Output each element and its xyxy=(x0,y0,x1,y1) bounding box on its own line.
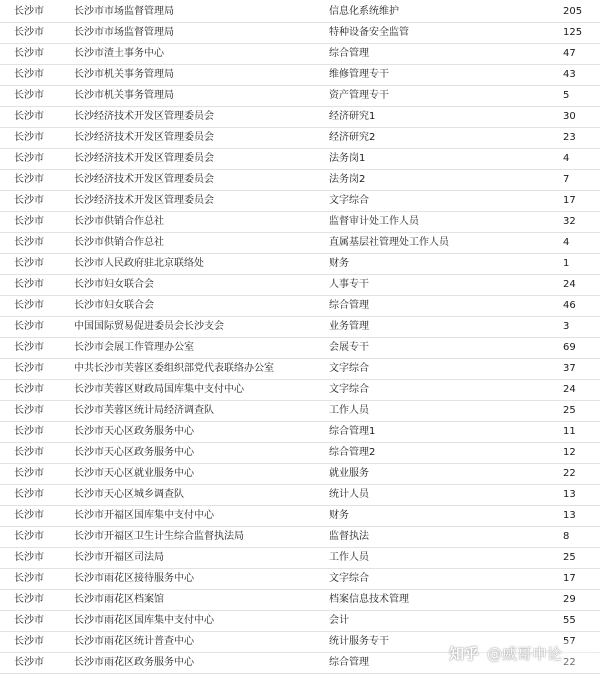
position-cell: 综合管理 xyxy=(329,657,369,668)
city-cell: 长沙市 xyxy=(14,69,44,80)
organization-cell: 长沙经济技术开发区管理委员会 xyxy=(74,132,214,143)
position-cell: 资产管理专干 xyxy=(329,90,389,101)
position-cell: 文字综合 xyxy=(329,195,369,206)
organization-cell: 中共长沙市芙蓉区委组织部党代表联络办公室 xyxy=(74,363,274,374)
organization-cell: 长沙市雨花区政务服务中心 xyxy=(74,657,194,668)
organization-cell: 长沙市雨花区国库集中支付中心 xyxy=(74,615,214,626)
count-cell: 69 xyxy=(563,342,576,353)
city-cell: 长沙市 xyxy=(14,384,44,395)
organization-cell: 中国国际贸易促进委员会长沙支会 xyxy=(74,321,224,332)
count-cell: 29 xyxy=(563,594,576,605)
city-cell: 长沙市 xyxy=(14,111,44,122)
table-row xyxy=(0,44,600,65)
table-row xyxy=(0,128,600,149)
position-cell: 会计 xyxy=(329,615,349,626)
count-cell: 125 xyxy=(563,27,583,38)
organization-cell: 长沙市市场监督管理局 xyxy=(74,27,174,38)
position-cell: 特种设备安全监管 xyxy=(329,27,409,38)
organization-cell: 长沙经济技术开发区管理委员会 xyxy=(74,111,214,122)
table-row xyxy=(0,317,600,338)
organization-cell: 长沙市雨花区档案馆 xyxy=(74,594,164,605)
table-row xyxy=(0,254,600,275)
organization-cell: 长沙市供销合作总社 xyxy=(74,216,164,227)
city-cell: 长沙市 xyxy=(14,468,44,479)
position-cell: 人事专干 xyxy=(329,279,369,290)
count-cell: 3 xyxy=(563,321,570,332)
count-cell: 205 xyxy=(563,6,583,17)
count-cell: 23 xyxy=(563,132,576,143)
count-cell: 43 xyxy=(563,69,576,80)
table-row xyxy=(0,191,600,212)
count-cell: 4 xyxy=(563,153,570,164)
position-cell: 统计服务专干 xyxy=(329,636,389,647)
count-cell: 37 xyxy=(563,363,576,374)
count-cell: 32 xyxy=(563,216,576,227)
position-cell: 综合管理 xyxy=(329,48,369,59)
organization-cell: 长沙市机关事务管理局 xyxy=(74,90,174,101)
organization-cell: 长沙市开福区司法局 xyxy=(74,552,164,563)
position-cell: 经济研究1 xyxy=(329,111,376,122)
city-cell: 长沙市 xyxy=(14,363,44,374)
count-cell: 5 xyxy=(563,90,570,101)
organization-cell: 长沙市人民政府驻北京联络处 xyxy=(74,258,204,269)
position-cell: 就业服务 xyxy=(329,468,369,479)
position-cell: 工作人员 xyxy=(329,552,369,563)
table-row xyxy=(0,275,600,296)
author-handle: @威哥申论 xyxy=(487,644,563,663)
organization-cell: 长沙市芙蓉区财政局国库集中支付中心 xyxy=(74,384,244,395)
table-row xyxy=(0,464,600,485)
organization-cell: 长沙市渣土事务中心 xyxy=(74,48,164,59)
count-cell: 24 xyxy=(563,279,576,290)
table-row xyxy=(0,338,600,359)
position-cell: 文字综合 xyxy=(329,573,369,584)
count-cell: 25 xyxy=(563,552,576,563)
count-cell: 13 xyxy=(563,510,576,521)
city-cell: 长沙市 xyxy=(14,6,44,17)
organization-cell: 长沙市天心区城乡调查队 xyxy=(74,489,184,500)
city-cell: 长沙市 xyxy=(14,258,44,269)
zhihu-logo: 知乎 xyxy=(449,644,480,663)
city-cell: 长沙市 xyxy=(14,510,44,521)
count-cell: 8 xyxy=(563,531,570,542)
count-cell: 13 xyxy=(563,489,576,500)
count-cell: 22 xyxy=(563,468,576,479)
table-row xyxy=(0,506,600,527)
table-row xyxy=(0,296,600,317)
city-cell: 长沙市 xyxy=(14,531,44,542)
table-row xyxy=(0,233,600,254)
count-cell: 22 xyxy=(563,657,576,668)
table-row xyxy=(0,443,600,464)
table-row xyxy=(0,359,600,380)
count-cell: 30 xyxy=(563,111,576,122)
table-row xyxy=(0,422,600,443)
count-cell: 46 xyxy=(563,300,576,311)
position-cell: 文字综合 xyxy=(329,384,369,395)
city-cell: 长沙市 xyxy=(14,342,44,353)
organization-cell: 长沙市妇女联合会 xyxy=(74,300,154,311)
position-cell: 维修管理专干 xyxy=(329,69,389,80)
city-cell: 长沙市 xyxy=(14,489,44,500)
position-cell: 信息化系统维护 xyxy=(329,6,399,17)
position-cell: 工作人员 xyxy=(329,405,369,416)
organization-cell: 长沙市天心区政务服务中心 xyxy=(74,447,194,458)
position-cell: 直属基层社管理处工作人员 xyxy=(329,237,449,248)
position-cell: 综合管理 xyxy=(329,300,369,311)
city-cell: 长沙市 xyxy=(14,132,44,143)
organization-cell: 长沙市供销合作总社 xyxy=(74,237,164,248)
job-table xyxy=(0,2,600,674)
count-cell: 47 xyxy=(563,48,576,59)
city-cell: 长沙市 xyxy=(14,27,44,38)
position-cell: 财务 xyxy=(329,510,349,521)
organization-cell: 长沙市雨花区接待服务中心 xyxy=(74,573,194,584)
city-cell: 长沙市 xyxy=(14,426,44,437)
city-cell: 长沙市 xyxy=(14,90,44,101)
count-cell: 25 xyxy=(563,405,576,416)
table-row xyxy=(0,107,600,128)
table-row xyxy=(0,2,600,23)
organization-cell: 长沙市芙蓉区统计局经济调查队 xyxy=(74,405,214,416)
city-cell: 长沙市 xyxy=(14,216,44,227)
city-cell: 长沙市 xyxy=(14,279,44,290)
organization-cell: 长沙市机关事务管理局 xyxy=(74,69,174,80)
count-cell: 24 xyxy=(563,384,576,395)
organization-cell: 长沙市开福区卫生计生综合监督执法局 xyxy=(74,531,244,542)
city-cell: 长沙市 xyxy=(14,174,44,185)
table-row xyxy=(0,23,600,44)
city-cell: 长沙市 xyxy=(14,636,44,647)
city-cell: 长沙市 xyxy=(14,321,44,332)
count-cell: 12 xyxy=(563,447,576,458)
position-cell: 文字综合 xyxy=(329,363,369,374)
table-row xyxy=(0,611,600,632)
count-cell: 4 xyxy=(563,237,570,248)
position-cell: 综合管理1 xyxy=(329,426,376,437)
city-cell: 长沙市 xyxy=(14,447,44,458)
organization-cell: 长沙经济技术开发区管理委员会 xyxy=(74,195,214,206)
position-cell: 监督执法 xyxy=(329,531,369,542)
count-cell: 7 xyxy=(563,174,570,185)
count-cell: 17 xyxy=(563,195,576,206)
table-row xyxy=(0,527,600,548)
table-row xyxy=(0,569,600,590)
city-cell: 长沙市 xyxy=(14,237,44,248)
city-cell: 长沙市 xyxy=(14,300,44,311)
position-cell: 统计人员 xyxy=(329,489,369,500)
position-cell: 财务 xyxy=(329,258,349,269)
count-cell: 57 xyxy=(563,636,576,647)
count-cell: 1 xyxy=(563,258,570,269)
position-cell: 业务管理 xyxy=(329,321,369,332)
organization-cell: 长沙市市场监督管理局 xyxy=(74,6,174,17)
position-cell: 综合管理2 xyxy=(329,447,376,458)
table-row xyxy=(0,380,600,401)
table-row xyxy=(0,485,600,506)
position-cell: 档案信息技术管理 xyxy=(329,594,409,605)
city-cell: 长沙市 xyxy=(14,195,44,206)
table-row xyxy=(0,590,600,611)
position-cell: 经济研究2 xyxy=(329,132,376,143)
organization-cell: 长沙经济技术开发区管理委员会 xyxy=(74,174,214,185)
city-cell: 长沙市 xyxy=(14,657,44,668)
position-cell: 会展专干 xyxy=(329,342,369,353)
city-cell: 长沙市 xyxy=(14,405,44,416)
count-cell: 55 xyxy=(563,615,576,626)
organization-cell: 长沙市天心区政务服务中心 xyxy=(74,426,194,437)
city-cell: 长沙市 xyxy=(14,48,44,59)
table-row xyxy=(0,548,600,569)
table-row xyxy=(0,212,600,233)
organization-cell: 长沙市开福区国库集中支付中心 xyxy=(74,510,214,521)
organization-cell: 长沙市妇女联合会 xyxy=(74,279,154,290)
count-cell: 17 xyxy=(563,573,576,584)
table-row xyxy=(0,86,600,107)
position-cell: 法务岗1 xyxy=(329,153,366,164)
city-cell: 长沙市 xyxy=(14,552,44,563)
table-row xyxy=(0,65,600,86)
city-cell: 长沙市 xyxy=(14,615,44,626)
city-cell: 长沙市 xyxy=(14,594,44,605)
table-row xyxy=(0,401,600,422)
organization-cell: 长沙经济技术开发区管理委员会 xyxy=(74,153,214,164)
zhihu-watermark xyxy=(449,641,599,665)
position-cell: 监督审计处工作人员 xyxy=(329,216,419,227)
count-cell: 11 xyxy=(563,426,576,437)
city-cell: 长沙市 xyxy=(14,573,44,584)
position-cell: 法务岗2 xyxy=(329,174,366,185)
city-cell: 长沙市 xyxy=(14,153,44,164)
table-row xyxy=(0,170,600,191)
table-row xyxy=(0,149,600,170)
organization-cell: 长沙市会展工作管理办公室 xyxy=(74,342,194,353)
organization-cell: 长沙市雨花区统计普查中心 xyxy=(74,636,194,647)
organization-cell: 长沙市天心区就业服务中心 xyxy=(74,468,194,479)
